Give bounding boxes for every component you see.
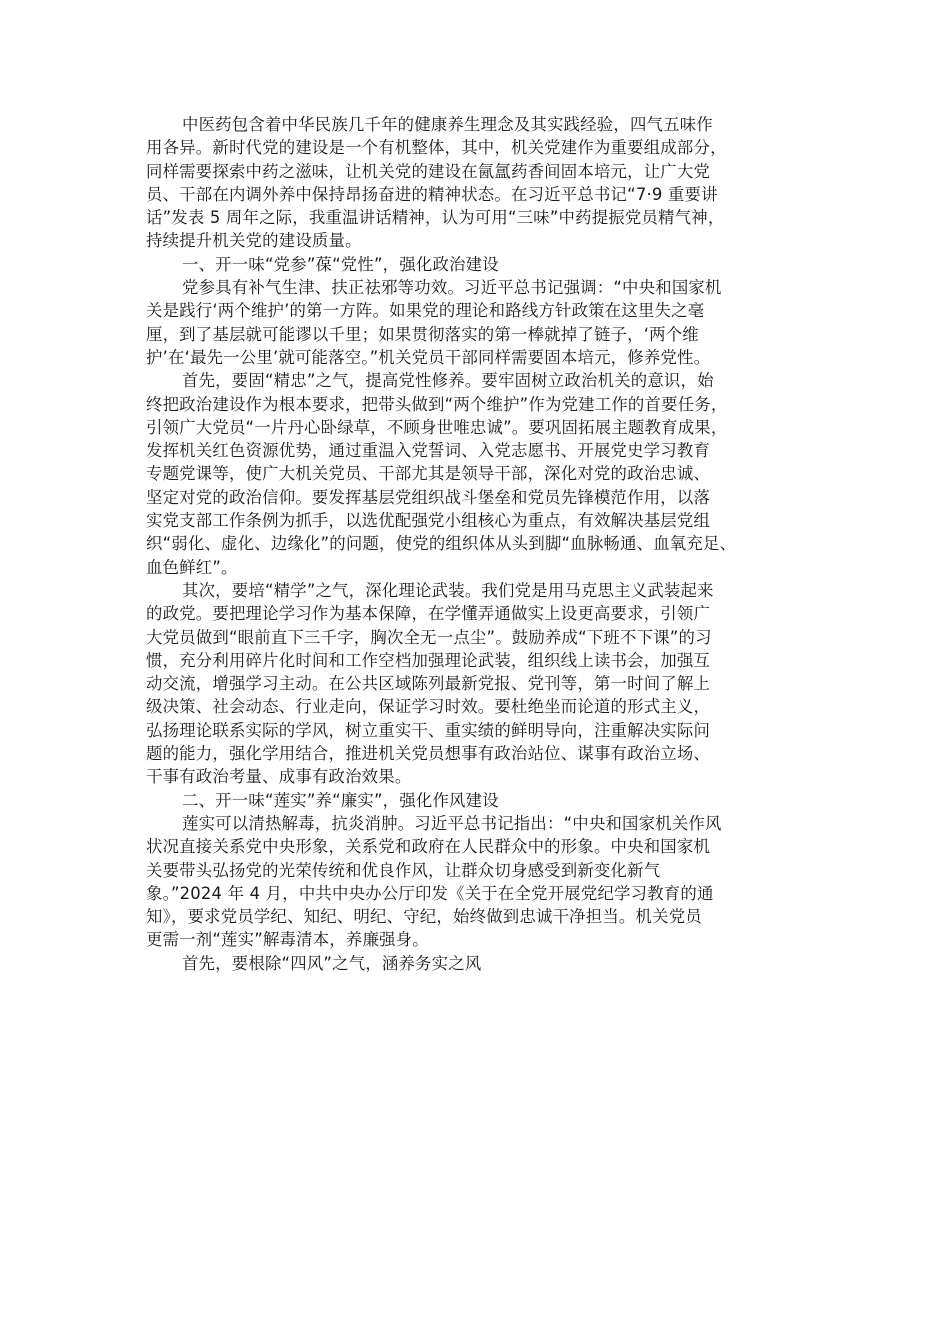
paragraph-line: 发挥机关红色资源优势，通过重温入党誓词、入党志愿书、开展党史学习教育: [146, 441, 711, 461]
paragraph-line: 干事有政治考量、成事有政治效果。: [146, 767, 412, 787]
paragraph-line: 引领广大党员“一片丹心卧绿草，不顾身世唯忠诚”。要巩固拓展主题教育成果，: [146, 417, 728, 437]
paragraph-line: 终把政治建设作为根本要求，把带头做到“两个维护”作为党建工作的首要任务，: [146, 394, 728, 414]
paragraph-intro-line: 员、干部在内调外养中保持昂扬奋进的精神状态。在习近平总书记“7·9 重要讲: [146, 184, 718, 204]
paragraph-line: 血色鲜红”。: [146, 557, 238, 577]
paragraph-line: 首先，要固“精忠”之气，提高党性修养。要牢固树立政治机关的意识，始: [182, 371, 714, 391]
paragraph-line: 其次，要培“精学”之气，深化理论武装。我们党是用马克思主义武装起来: [182, 580, 714, 600]
paragraph-line: 知》，要求党员学纪、知纪、明纪、守纪，始终做到忠诚干净担当。机关党员: [146, 907, 702, 927]
paragraph-intro-line: 用各异。新时代党的建设是一个有机整体，其中，机关党建作为重要组成部分，: [146, 138, 727, 158]
paragraph-line: 关是践行‘两个维护’的第一方阵。如果党的理论和路线方针政策在这里失之毫: [146, 301, 705, 321]
paragraph-line: 级决策、社会动态、行业走向，保证学习时效。要杜绝坐而论道的形式主义，: [146, 697, 711, 717]
paragraph-intro-line: 同样需要探索中药之滋味，让机关党的建设在氤氲药香间固本培元，让广大党: [146, 161, 711, 181]
paragraph-line: 动交流，增强学习主动。在公共区域陈列最新党报、党刊等，第一时间了解上: [146, 674, 711, 694]
section-heading-2: 二、开一味“莲实”养“廉实”，强化作风建设: [182, 790, 499, 810]
paragraph-line: 护’在‘最先一公里’就可能落空。”机关党员干部同样需要固本培元，修养党性。: [146, 347, 711, 367]
paragraph-line: 关要带头弘扬党的光荣传统和优良作风，让群众切身感受到新变化新气: [146, 860, 661, 880]
paragraph-line: 惯，充分利用碎片化时间和工作空档加强理论武装，组织线上读书会，加强互: [146, 650, 711, 670]
paragraph-line: 弘扬理论联系实际的学风，树立重实干、重实绩的鲜明导向，注重解决实际问: [146, 720, 711, 740]
paragraph-line: 的政党。要把理论学习作为基本保障，在学懂弄通做实上设更高要求，引领广: [146, 604, 711, 624]
paragraph-line: 织“弱化、虚化、边缘化”的问题，使党的组织体从头到脚“血脉畅通、血氧充足、: [146, 534, 737, 554]
paragraph-line: 更需一剂“莲实”解毒清本，养廉强身。: [146, 930, 429, 950]
section-heading-1: 一、开一味“党参”葆“党性”，强化政治建设: [182, 254, 499, 274]
paragraph-line: 厘，到了基层就可能谬以千里；如果贯彻落实的第一棒就掉了链子，‘两个维: [146, 324, 699, 344]
paragraph-line: 象。”2024 年 4 月，中共中央办公厅印发《关于在全党开展党纪学习教育的通: [146, 883, 714, 903]
paragraph-line: 大党员做到“眼前直下三千字，胸次全无一点尘”。鼓励养成“下班不下课”的习: [146, 627, 712, 647]
paragraph-line: 首先，要根除“四风”之气，涵养务实之风: [182, 953, 482, 973]
paragraph-intro-line: 话”发表 5 周年之际，我重温讲话精神，认为可用“三味”中药提振党员精气神，: [146, 208, 725, 228]
paragraph-line: 莲实可以清热解毒，抗炎消肿。习近平总书记指出：“中央和国家机关作风: [182, 813, 722, 833]
paragraph-line: 题的能力，强化学用结合，推进机关党员想事有政治站位、谋事有政治立场、: [146, 744, 711, 764]
paragraph-line: 坚定对党的政治信仰。要发挥基层党组织战斗堡垒和党员先锋模范作用，以落: [146, 487, 711, 507]
paragraph-line: 专题党课等，使广大机关党员、干部尤其是领导干部，深化对党的政治忠诚、: [146, 464, 711, 484]
paragraph-intro-line: 中医药包含着中华民族几千年的健康养生理念及其实践经验，四气五味作: [182, 115, 713, 134]
paragraph-intro-line: 持续提升机关党的建设质量。: [146, 231, 362, 251]
paragraph-line: 实党支部工作条例为抓手，以选优配强党小组核心为重点，有效解决基层党组: [146, 511, 711, 531]
document-body: [146, 113, 816, 975]
paragraph-line: 党参具有补气生津、扶正祛邪等功效。习近平总书记强调：“中央和国家机: [182, 278, 722, 298]
paragraph-line: 状况直接关系党中央形象，关系党和政府在人民群众中的形象。中央和国家机: [146, 837, 711, 857]
